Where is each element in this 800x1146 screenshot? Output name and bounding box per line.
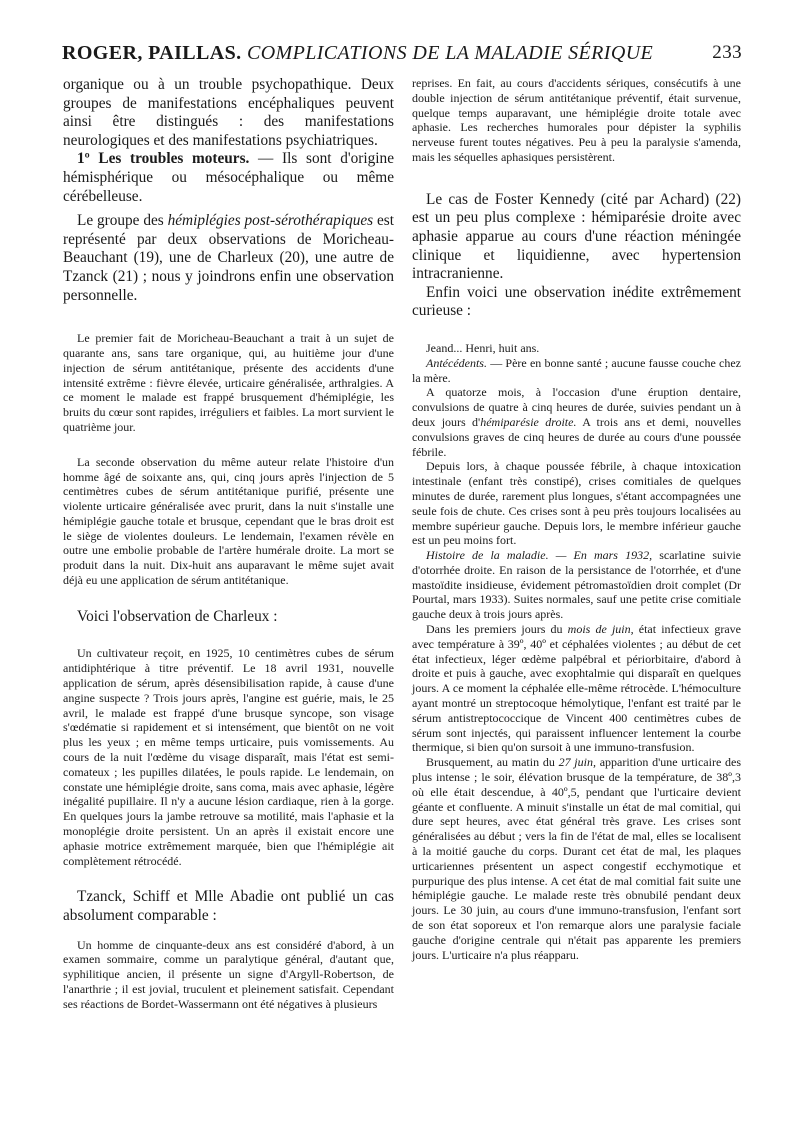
emphasis: hémiparésie droite. bbox=[480, 414, 577, 429]
header-authors: ROGER, PAILLAS. bbox=[62, 42, 242, 64]
paragraph-tzanck-intro: Tzanck, Schiff et Mlle Abadie ont publié un cas absolument comparable : bbox=[63, 888, 394, 925]
case-antecedents bbox=[412, 356, 741, 386]
left-column bbox=[63, 76, 394, 1012]
paragraph: organique ou à un trouble psychopathique. Deux groupes de manifestations encéphaliques peuvent ainsi être distingués : des manifestations neurologiques et des manifestations psychiatriques. bbox=[63, 76, 394, 149]
case-charleux: Un cultivateur reçoit, en 1925, 10 centimètres cubes de sérum antidiphtérique à titre préventif. Le 18 avril 1931, nouvelle application de sérum, après désensibilisation rapide, à cause d'une angine suspecte ? Trois jours après, l'angine est guérie, mais, le 25 avril, le malade est frappé d'une brusque syncope, son visage s'œdématie si rapidement et si intensément, que bientôt on ne voit plus les yeux ; en même temps urticaire, puis vomissements. Au cours de la nuit l'œdème du visage disparaît, mais l'état est semi-comateux ; les pupilles dilatées, le pouls rapide. Le lendemain, on constate une hémiplégie droite, sans coma, mais avec aphasie, légère inégalité pupillaire. Il n'y a aucune lésion cardiaque, rien à la gorge. En quelques jours la jambe retrouve sa motilité, mais l'aphasie et la monoplégie droite persistent. Un an après il existait encore une aphasie motrice extrêmement marquée, bien que l'hémiplégie ait complètement rétrocédé. bbox=[63, 646, 394, 868]
case-june bbox=[412, 622, 741, 755]
emphasis: Histoire de la maladie. — En mars 1932, bbox=[426, 548, 653, 563]
case-convulsions bbox=[412, 385, 741, 459]
header-title: COMPLICATIONS DE LA MALADIE SÉRIQUE bbox=[246, 42, 654, 64]
case-moricheau-1: Le premier fait de Moricheau-Beauchant a trait à un sujet de quarante ans, sans tare organique, qui, au huitième jour d'une injection de sérum antitétanique, présente des accidents d'une intensité extrême : fièvre élevée, urticaire généralisée, arthralgies. A ce moment le malade est frappé brusquement d'hémiplégie, les bruits du cœur sont rapides, irréguliers et faibles. La mort survient le quatrième jour. bbox=[63, 331, 394, 434]
paragraph-hemiplegies bbox=[63, 212, 394, 305]
case-moricheau-2: La seconde observation du même auteur relate l'histoire d'un homme âgé de soixante ans, qui, cinq jours après l'injection de 5 centimètres cubes de sérum antitétanique purifié, présente une violente urticaire généralisée avec prurit, dans la nuit s'installe une hémiplégie gauche totale et brusque, cependant que le bras droit est le siège de violentes douleurs. Le lendemain, l'examen révèle en outre une embolie probable de l'artère humérale droite. La mort se produit dans la nuit. Dix-huit ans auparavant le même sujet avait déjà eu une application de sérum antitétanique. bbox=[63, 454, 394, 588]
case-tzanck-continued: reprises. En fait, au cours d'accidents sériques, consécutifs à une double injection de sérum antitétanique préventif, était survenue, quelque temps auparavant, une hémiplégie droite totale avec aphasie. Les recherches humorales pour dépister la syphilis nerveuse furent toutes négatives. Peu à peu la paralysie s'amenda, mais les séquelles aphasiques persistèrent. bbox=[412, 76, 741, 164]
case-crises: Depuis lors, à chaque poussée fébrile, à chaque intoxication intestinale (enfant très constipé), crises comitiales de quelques minutes de durée, rarement plus longues, s'étant accompagnées une seule fois de chute. Ces crises sont à peu près toujours localisées au membre supérieur gauche. Depuis lors, le membre inférieur gauche est un peu moins fort. bbox=[412, 459, 741, 548]
paragraph-text: A trois ans et demi, nouvelles convulsions graves de cinq heures de durée au cours d'une poussée fébrile. bbox=[412, 414, 741, 459]
case-patient-name: Jeand... Henri, huit ans. bbox=[426, 340, 540, 355]
emphasis: Antécédents. bbox=[426, 355, 487, 370]
paragraph-text: Dans les premiers jours du bbox=[426, 622, 568, 637]
right-column bbox=[412, 76, 741, 962]
paragraph-text: — Ils sont d'origine hémisphérique ou mésocéphalique ou même cérébelleuse. bbox=[63, 150, 394, 205]
paragraph-new-observation: Enfin voici une observation inédite extrêmement curieuse : bbox=[412, 283, 741, 320]
emphasis: mois de juin, bbox=[567, 622, 634, 637]
paragraph-text: est représenté par deux observations de Moricheau-Beauchant (19), une de Charleux (20), une autre de Tzanck (21) ; nous y joindrons enfin une observation personnelle. bbox=[63, 212, 394, 304]
case-tzanck: Un homme de cinquante-deux ans est considéré d'abord, à un examen sommaire, comme un paralytique général, d'autant que, syphilitique ancien, il présente un signe d'Argyll-Robertson, de l'anarthrie ; il est jovial, truculent et pleinement satisfait. Cependant ses réactions de Bordet-Wassermann ont été négatives à plusieurs bbox=[63, 937, 394, 1011]
section-label: 1º Les troubles moteurs. bbox=[77, 150, 250, 168]
paragraph-text: — Père en bonne santé ; aucune fausse couche chez la mère. bbox=[412, 355, 741, 385]
paragraph-text: Brusquement, au matin du bbox=[426, 755, 559, 770]
paragraph-text: scarlatine suivie d'otorrhée droite. En raison de la persistance de l'otorrhée, et d'une mastoïdite insidieuse, évidement pétromastoïdien droit complet (Dr Pourtal, mars 1933). Suites normales, sauf une petite crise comitiale gauche deux à trois jours après. bbox=[412, 548, 741, 622]
case-history bbox=[412, 548, 741, 622]
paragraph-text: apparition d'une urticaire des plus intense ; le soir, élévation brusque de la température, de 38º,3 où elle était descendue, à 40º,5, pendant que l'urticaire devient géante et confluente. A minuit s'installe un état de mal comitial, qui dure sept heures, avec état général très grave. Les crises sont généralisées au début ; vers la fin de l'état de mal, elles se localisent à la moitié gauche du corps. Durant cet état de mal, les plaques urticariennes présentent un aspect congestif ecchymotique et purpurique des plus intense. A cet état de mal comitial fait suite une hémiplégie gauche. Le malade reste très obnubilé pendant deux jours. Le 30 juin, au cours d'une immuno-transfusion, l'enfant sort de son état soporeux et l'on remarque alors une paralysie faciale gauche d'origine centrale qui n'était pas apparente les premiers jours. L'urticaire n'a plus réapparu. bbox=[412, 755, 741, 962]
case-june-27 bbox=[412, 755, 741, 962]
paragraph-motor-disorders bbox=[63, 150, 394, 206]
paragraph-foster-kennedy: Le cas de Foster Kennedy (cité par Achard) (22) est un peu plus complexe : hémiparésie droite avec aphasie apparue au cours d'une réaction méningée clinique et liquidienne, avec hypertension intracranienne. bbox=[412, 190, 741, 283]
paragraph-text: A quatorze mois, à l'occasion d'une éruption dentaire, convulsions de quatre à cinq heures de durée, suivies pendant un à deux jours d' bbox=[412, 385, 741, 429]
paragraph-text: Le groupe des bbox=[77, 212, 168, 230]
page-number: 233 bbox=[712, 42, 742, 63]
emphasis: 27 juin, bbox=[558, 755, 596, 770]
running-header bbox=[62, 41, 742, 65]
paragraph-charleux-intro: Voici l'observation de Charleux : bbox=[77, 607, 278, 625]
paragraph-text: état infectieux grave avec température à 39º, 40º et céphalées violentes ; au début de cet état infectieux, léger œdème palpébral et périorbitaire, d'abord à droite et puis à gauche, avec exophtalmie qui disparaît en quelques jours. A ce moment la céphalée elle-même rétrocède. L'hémoculture ayant montré un streptocoque hémolytique, l'enfant est traité par le sérum antistreptococcique de Vincent 400 centimètres cubes de sérum sont injectés, qui paraissent influencer lentement la courbe thermique, si bien qu'on sursoit à une immuno-transfusion. bbox=[412, 622, 741, 755]
emphasis: hémiplégies post-sérothérapiques bbox=[167, 212, 374, 230]
